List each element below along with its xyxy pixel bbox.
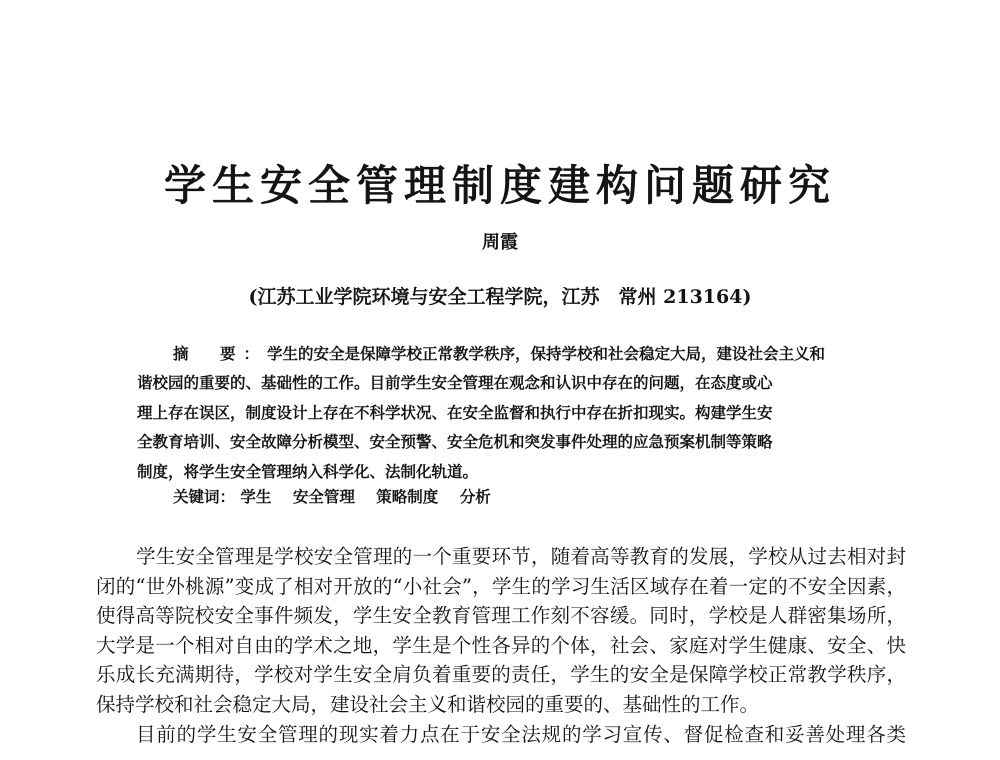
keywords-label: 关键词： xyxy=(173,487,236,506)
author-affiliation: (江苏工业学院环境与安全工程学院，江苏 常州 213164) xyxy=(248,286,752,308)
abstract-line: 谐校园的重要的、基础性的工作。目前学生安全管理在观念和认识中存在的问题，在态度或心 xyxy=(137,373,773,393)
body-line: 闭的“世外桃源”变成了相对开放的“小社会”，学生的学习生活区域存在着一定的不安全因素， xyxy=(96,574,906,598)
abstract-line: 全教育培训、安全故障分析模型、安全预警、安全危机和突发事件处理的应急预案机制等策略 xyxy=(137,432,773,452)
abstract-line: 制度，将学生安全管理纳入科学化、法制化轨道。 xyxy=(137,461,479,481)
body-line: 乐成长充满期待，学校对学生安全肩负着重要的责任，学生的安全是保障学校正常教学秩序， xyxy=(96,663,906,687)
keyword: 分析 xyxy=(459,487,491,506)
abstract-line xyxy=(137,339,875,368)
body-line: 目前的学生安全管理的现实着力点在于安全法规的学习宣传、督促检查和妥善处理各类 xyxy=(136,722,906,746)
body-line: 使得高等院校安全事件频发，学生安全教育管理工作刻不容缓。同时，学校是人群密集场所， xyxy=(96,604,906,628)
abstract-label: 摘 要： xyxy=(173,344,268,363)
body-text xyxy=(96,542,906,749)
abstract-text: 学生的安全是保障学校正常教学秩序，保持学校和社会稳定大局，建设社会主义和 xyxy=(267,344,826,363)
body-line: 学生安全管理是学校安全管理的一个重要环节，随着高等教育的发展，学校从过去相对封 xyxy=(136,545,906,568)
paper-title: 学生安全管理制度建构问题研究 xyxy=(163,161,836,210)
keyword: 学生 xyxy=(240,487,272,506)
body-line: 保持学校和社会稳定大局，建设社会主义和谐校园的重要的、基础性的工作。 xyxy=(96,692,760,716)
author-name: 周霞 xyxy=(482,232,518,253)
keyword: 策略制度 xyxy=(376,487,439,506)
abstract-line: 理上存在误区，制度设计上存在不科学状况、在安全监督和执行中存在折扣现实。构建学生安 xyxy=(137,402,773,422)
abstract xyxy=(137,339,875,486)
body-line: 大学是一个相对自由的学术之地，学生是个性各异的个体，社会、家庭对学生健康、安全、快 xyxy=(96,633,906,657)
keyword: 安全管理 xyxy=(292,487,355,506)
keywords xyxy=(173,486,507,508)
